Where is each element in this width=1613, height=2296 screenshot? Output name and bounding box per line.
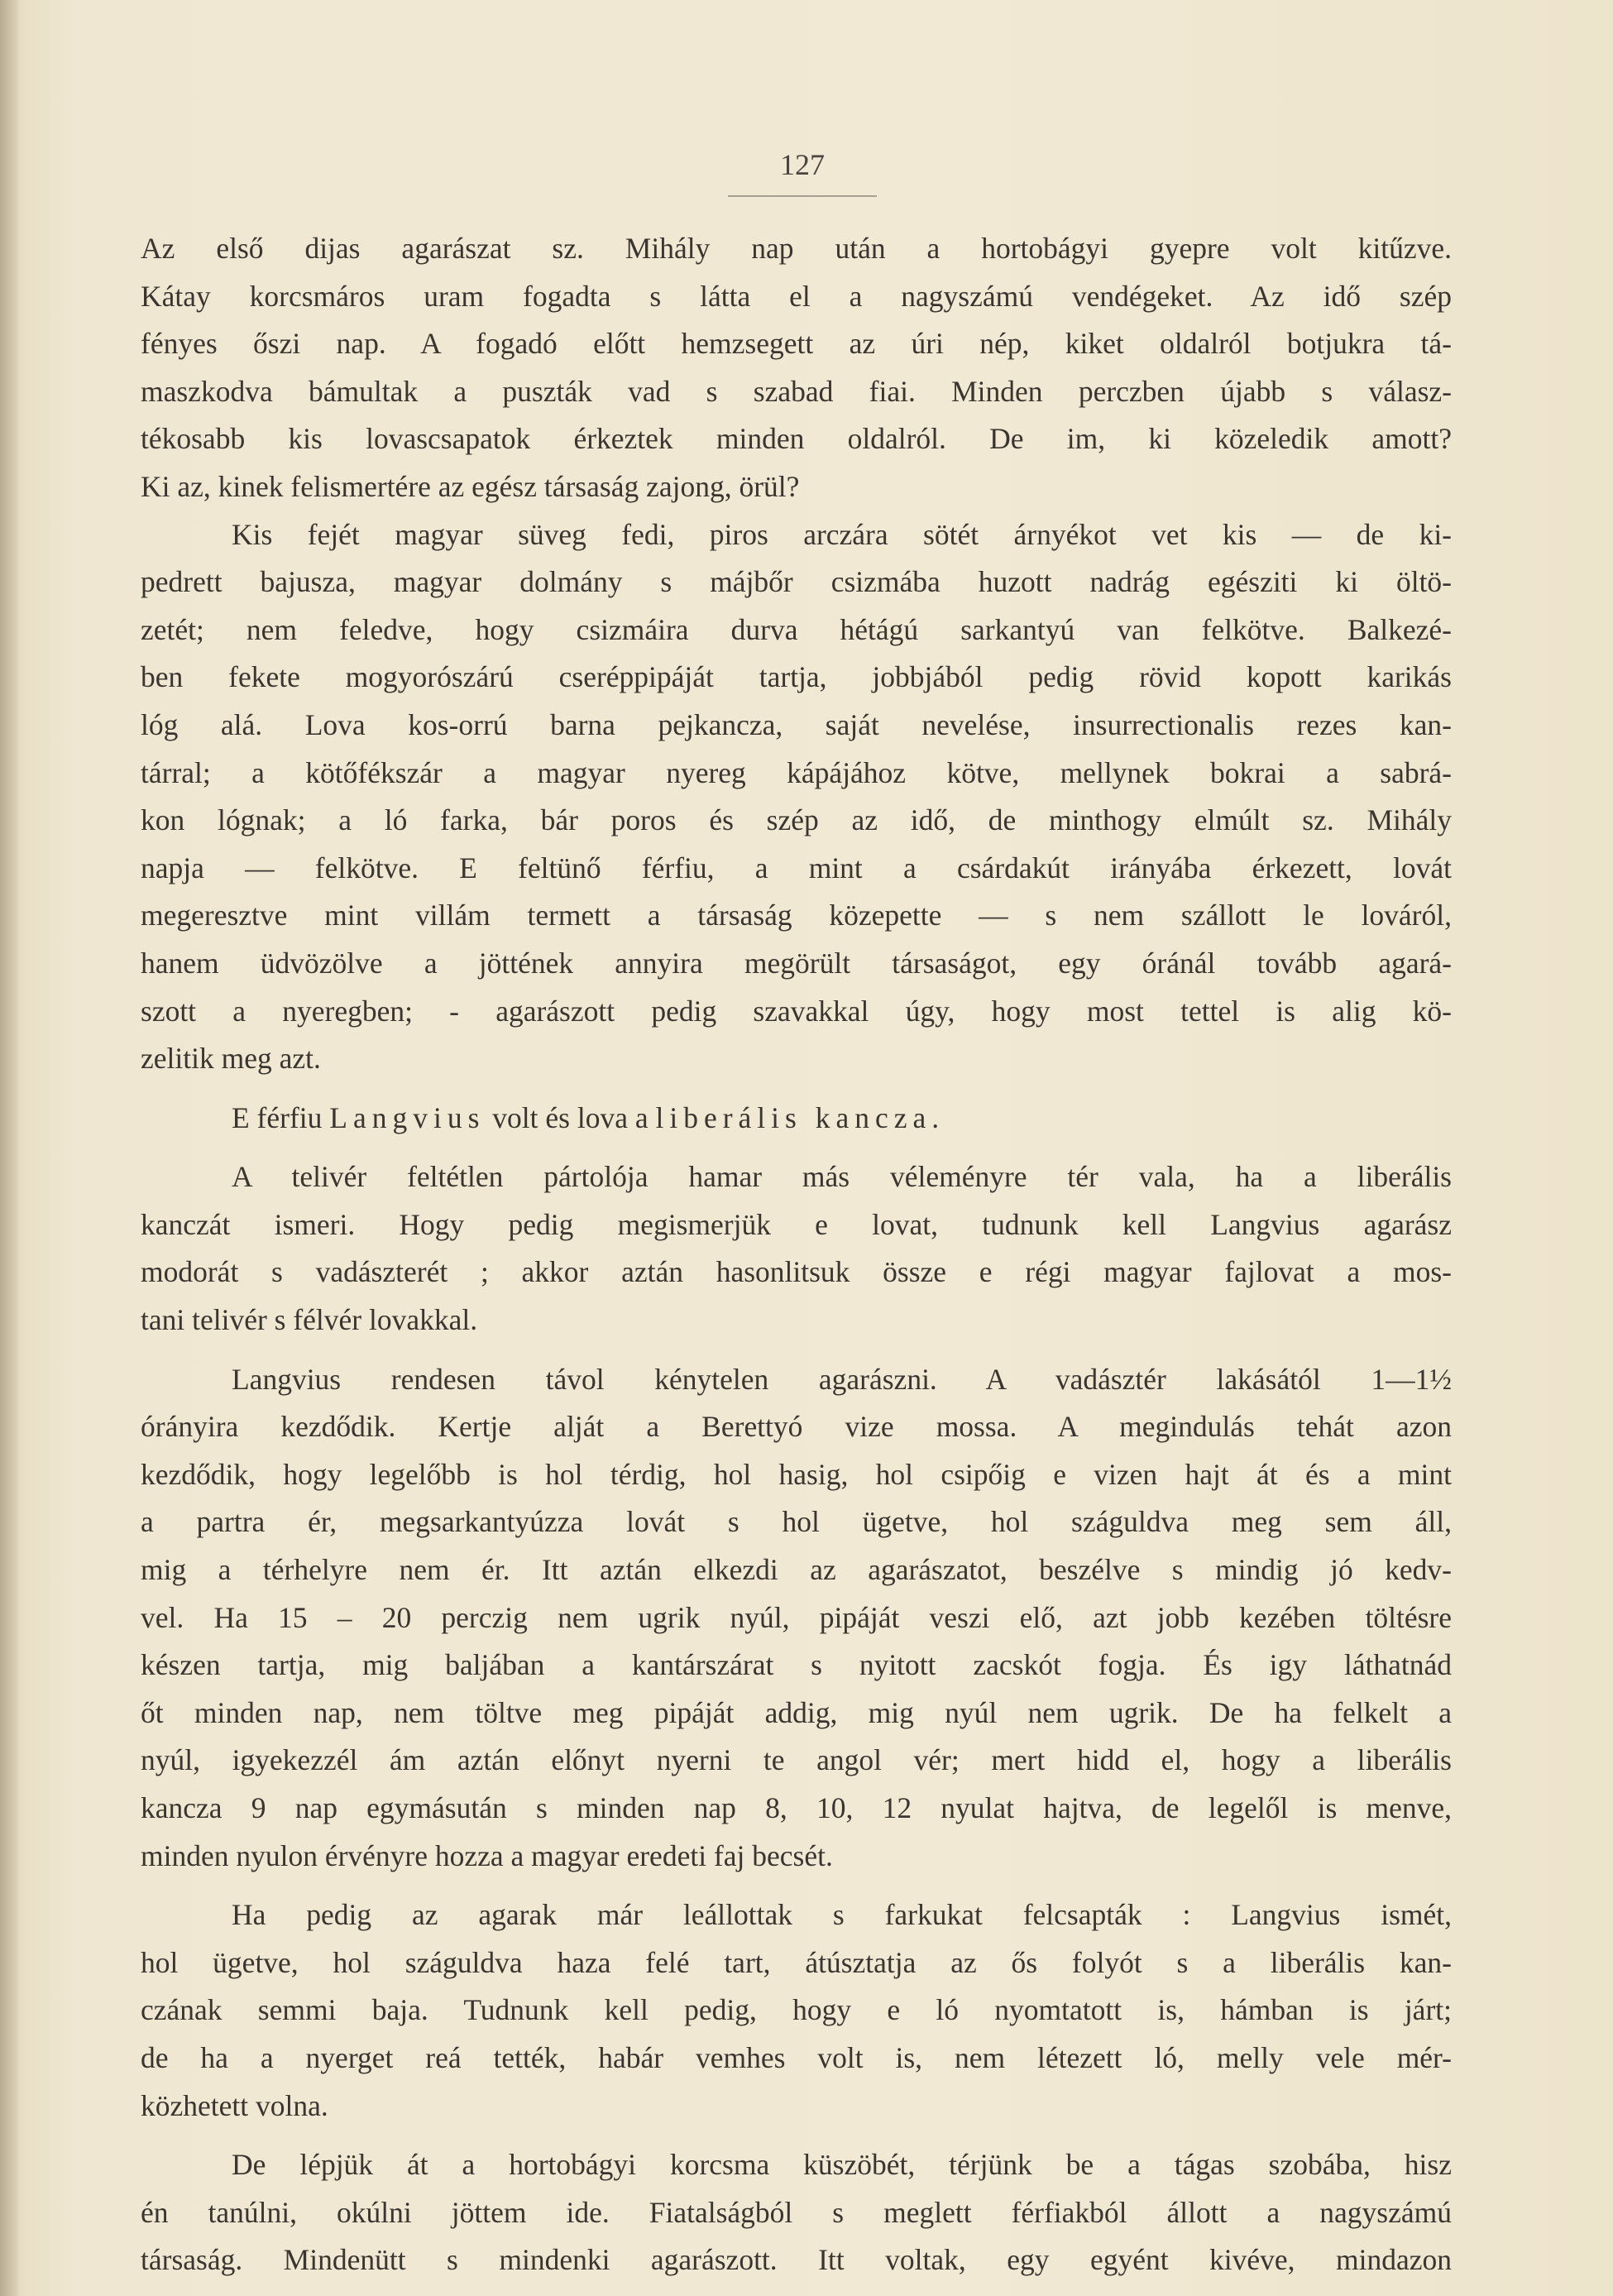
text-line: Langvius rendesen távol kénytelen agarászni. A vadásztér lakásától 1—1½ <box>232 1362 1452 1396</box>
text-line: közhetett volna. <box>141 2088 328 2122</box>
text-line: a partra ér, megsarkantyúzza lovát s hol ügetve, hol száguldva meg sem áll, <box>141 1505 1452 1539</box>
text-line <box>141 1095 1452 1143</box>
text-line: Ki az, kinek felismertére az egész társaság zajong, örül? <box>141 469 800 503</box>
text-line: nyúl, igyekezzél ám aztán előnyt nyerni te angol vér; mert hidd el, hogy a liberális <box>141 1743 1452 1777</box>
page-number: 127 <box>780 148 825 181</box>
text-line: őt minden nap, nem töltve meg pipáját addig, mig nyúl nem ugrik. De ha felkelt a <box>141 1695 1452 1729</box>
text-line: Ha pedig az agarak már leállottak s farkukat felcsapták : Langvius ismét, <box>232 1898 1452 1932</box>
text-line: tékosabb kis lovascsapatok érkeztek minden oldalról. De im, ki közeledik amott? <box>141 422 1452 456</box>
text-body <box>141 225 1452 2284</box>
text-line: hanem üdvözölve a jöttének annyira megörült társaságot, egy óránál tovább agará- <box>141 946 1452 980</box>
text-line: zelitik meg azt. <box>141 1042 321 1076</box>
paragraph-5 <box>141 1356 1452 1881</box>
text-line: kon lógnak; a ló farka, bár poros és szép az idő, de minthogy elmúlt sz. Mihály <box>141 803 1452 837</box>
text-line: de ha a nyerget reá tették, habár vemhes volt is, nem létezett ló, melly vele mér- <box>141 2040 1452 2074</box>
paragraph-2 <box>141 511 1452 1083</box>
text-line: szott a nyeregben; - agarászott pedig szavakkal úgy, hogy most tettel is alig kö- <box>141 994 1452 1028</box>
text-line: én tanúlni, okúlni jöttem ide. Fiatalságból s meglett férfiakból állott a nagyszámú <box>141 2195 1452 2229</box>
page-number-rule <box>728 195 877 197</box>
text-line: kanczát ismeri. Hogy pedig megismerjük e lovat, tudnunk kell Langvius agarász <box>141 1207 1452 1241</box>
text-line: ben fekete mogyorószárú cseréppipáját tartja, jobbjából pedig rövid kopott karikás <box>141 660 1452 694</box>
text-line: A telivér feltétlen pártolója hamar más véleményre tér vala, ha a liberális <box>232 1160 1452 1194</box>
text-line: tárral; a kötőfékszár a magyar nyereg kápájához kötve, mellynek bokrai a sabrá- <box>141 755 1452 789</box>
paragraph-6 <box>141 1891 1452 2130</box>
text-line: Kis fejét magyar süveg fedi, piros arczára sötét árnyékot vet kis — de ki- <box>232 517 1452 551</box>
text-segment: volt és lova a <box>485 1100 656 1134</box>
text-line: készen tartja, mig baljában a kantárszárat s nyitott zacskót fogja. És igy láthatnád <box>141 1648 1452 1682</box>
text-line: megeresztve mint villám termett a társaság közepette — s nem szállott le lováról, <box>141 899 1452 932</box>
page-spine-shadow <box>0 0 18 2296</box>
text-line: czának semmi baja. Tudnunk kell pedig, hogy e ló nyomtatott is, hámban is járt; <box>141 1993 1452 2027</box>
text-line: minden nyulon érvényre hozza a magyar eredeti faj becsét. <box>141 1838 833 1872</box>
text-line: zetét; nem feledve, hogy csizmáira durva hétágú sarkantyú van felkötve. Balkezé- <box>141 612 1452 646</box>
text-line: maszkodva bámultak a puszták vad s szabad fiai. Minden perczben újabb s válasz- <box>141 374 1452 408</box>
text-line: vel. Ha 15 – 20 perczig nem ugrik nyúl, pipáját veszi elő, azt jobb kezében töltésre <box>141 1600 1452 1634</box>
text-line: társaság. Mindenütt s mindenki agarászott. Itt voltak, egy egyént kivéve, mindazon <box>141 2243 1452 2277</box>
name-langvius: Langvius <box>329 1100 486 1134</box>
name-liberalis-kancza: liberális kancza <box>655 1100 932 1134</box>
text-line: fényes őszi nap. A fogadó előtt hemzsegett az úri nép, kiket oldalról botjukra tá- <box>141 327 1452 361</box>
text-segment: E férfiu <box>232 1100 330 1134</box>
paragraph-3 <box>141 1095 1452 1143</box>
text-line: De lépjük át a hortobágyi korcsma küszöbét, térjünk be a tágas szobába, hisz <box>232 2148 1452 2182</box>
text-line: Az első dijas agarászat sz. Mihály nap után a hortobágyi gyepre volt kitűzve. <box>141 232 1452 265</box>
paragraph-1 <box>141 225 1452 511</box>
text-line: lóg alá. Lova kos-orrú barna pejkancza, saját nevelése, insurrectionalis rezes kan- <box>141 707 1452 741</box>
text-segment: . <box>931 1100 940 1134</box>
paragraph-7 <box>141 2141 1452 2284</box>
text-line: hol ügetve, hol száguldva haza felé tart, átúsztatja az ős folyót s a liberális kan- <box>141 1945 1452 1979</box>
text-line: mig a térhelyre nem ér. Itt aztán elkezdi az agarászatot, beszélve s mindig jó kedv- <box>141 1553 1452 1587</box>
paragraph-4 <box>141 1153 1452 1344</box>
text-line: kezdődik, hogy legelőbb is hol térdig, hol hasig, hol csipőig e vizen hajt át és a mint <box>141 1457 1452 1491</box>
text-line: pedrett bajusza, magyar dolmány s májbőr csizmába huzott nadrág egésziti ki öltö- <box>141 565 1452 599</box>
text-line: órányira kezdődik. Kertje alját a Berettyó vize mossa. A megindulás tehát azon <box>141 1410 1452 1444</box>
text-line: modorát s vadászterét ; akkor aztán hasonlitsuk össze e régi magyar fajlovat a mos- <box>141 1255 1452 1289</box>
text-line: tani telivér s félvér lovakkal. <box>141 1303 478 1337</box>
text-line: Kátay korcsmáros uram fogadta s látta el a nagyszámú vendégeket. Az idő szép <box>141 279 1452 313</box>
text-line: kancza 9 nap egymásután s minden nap 8, 10, 12 nyulat hajtva, de legelől is menve, <box>141 1791 1452 1824</box>
text-line: napja — felkötve. E feltünő férfiu, a mint a csárdakút irányába érkezett, lovát <box>141 851 1452 884</box>
